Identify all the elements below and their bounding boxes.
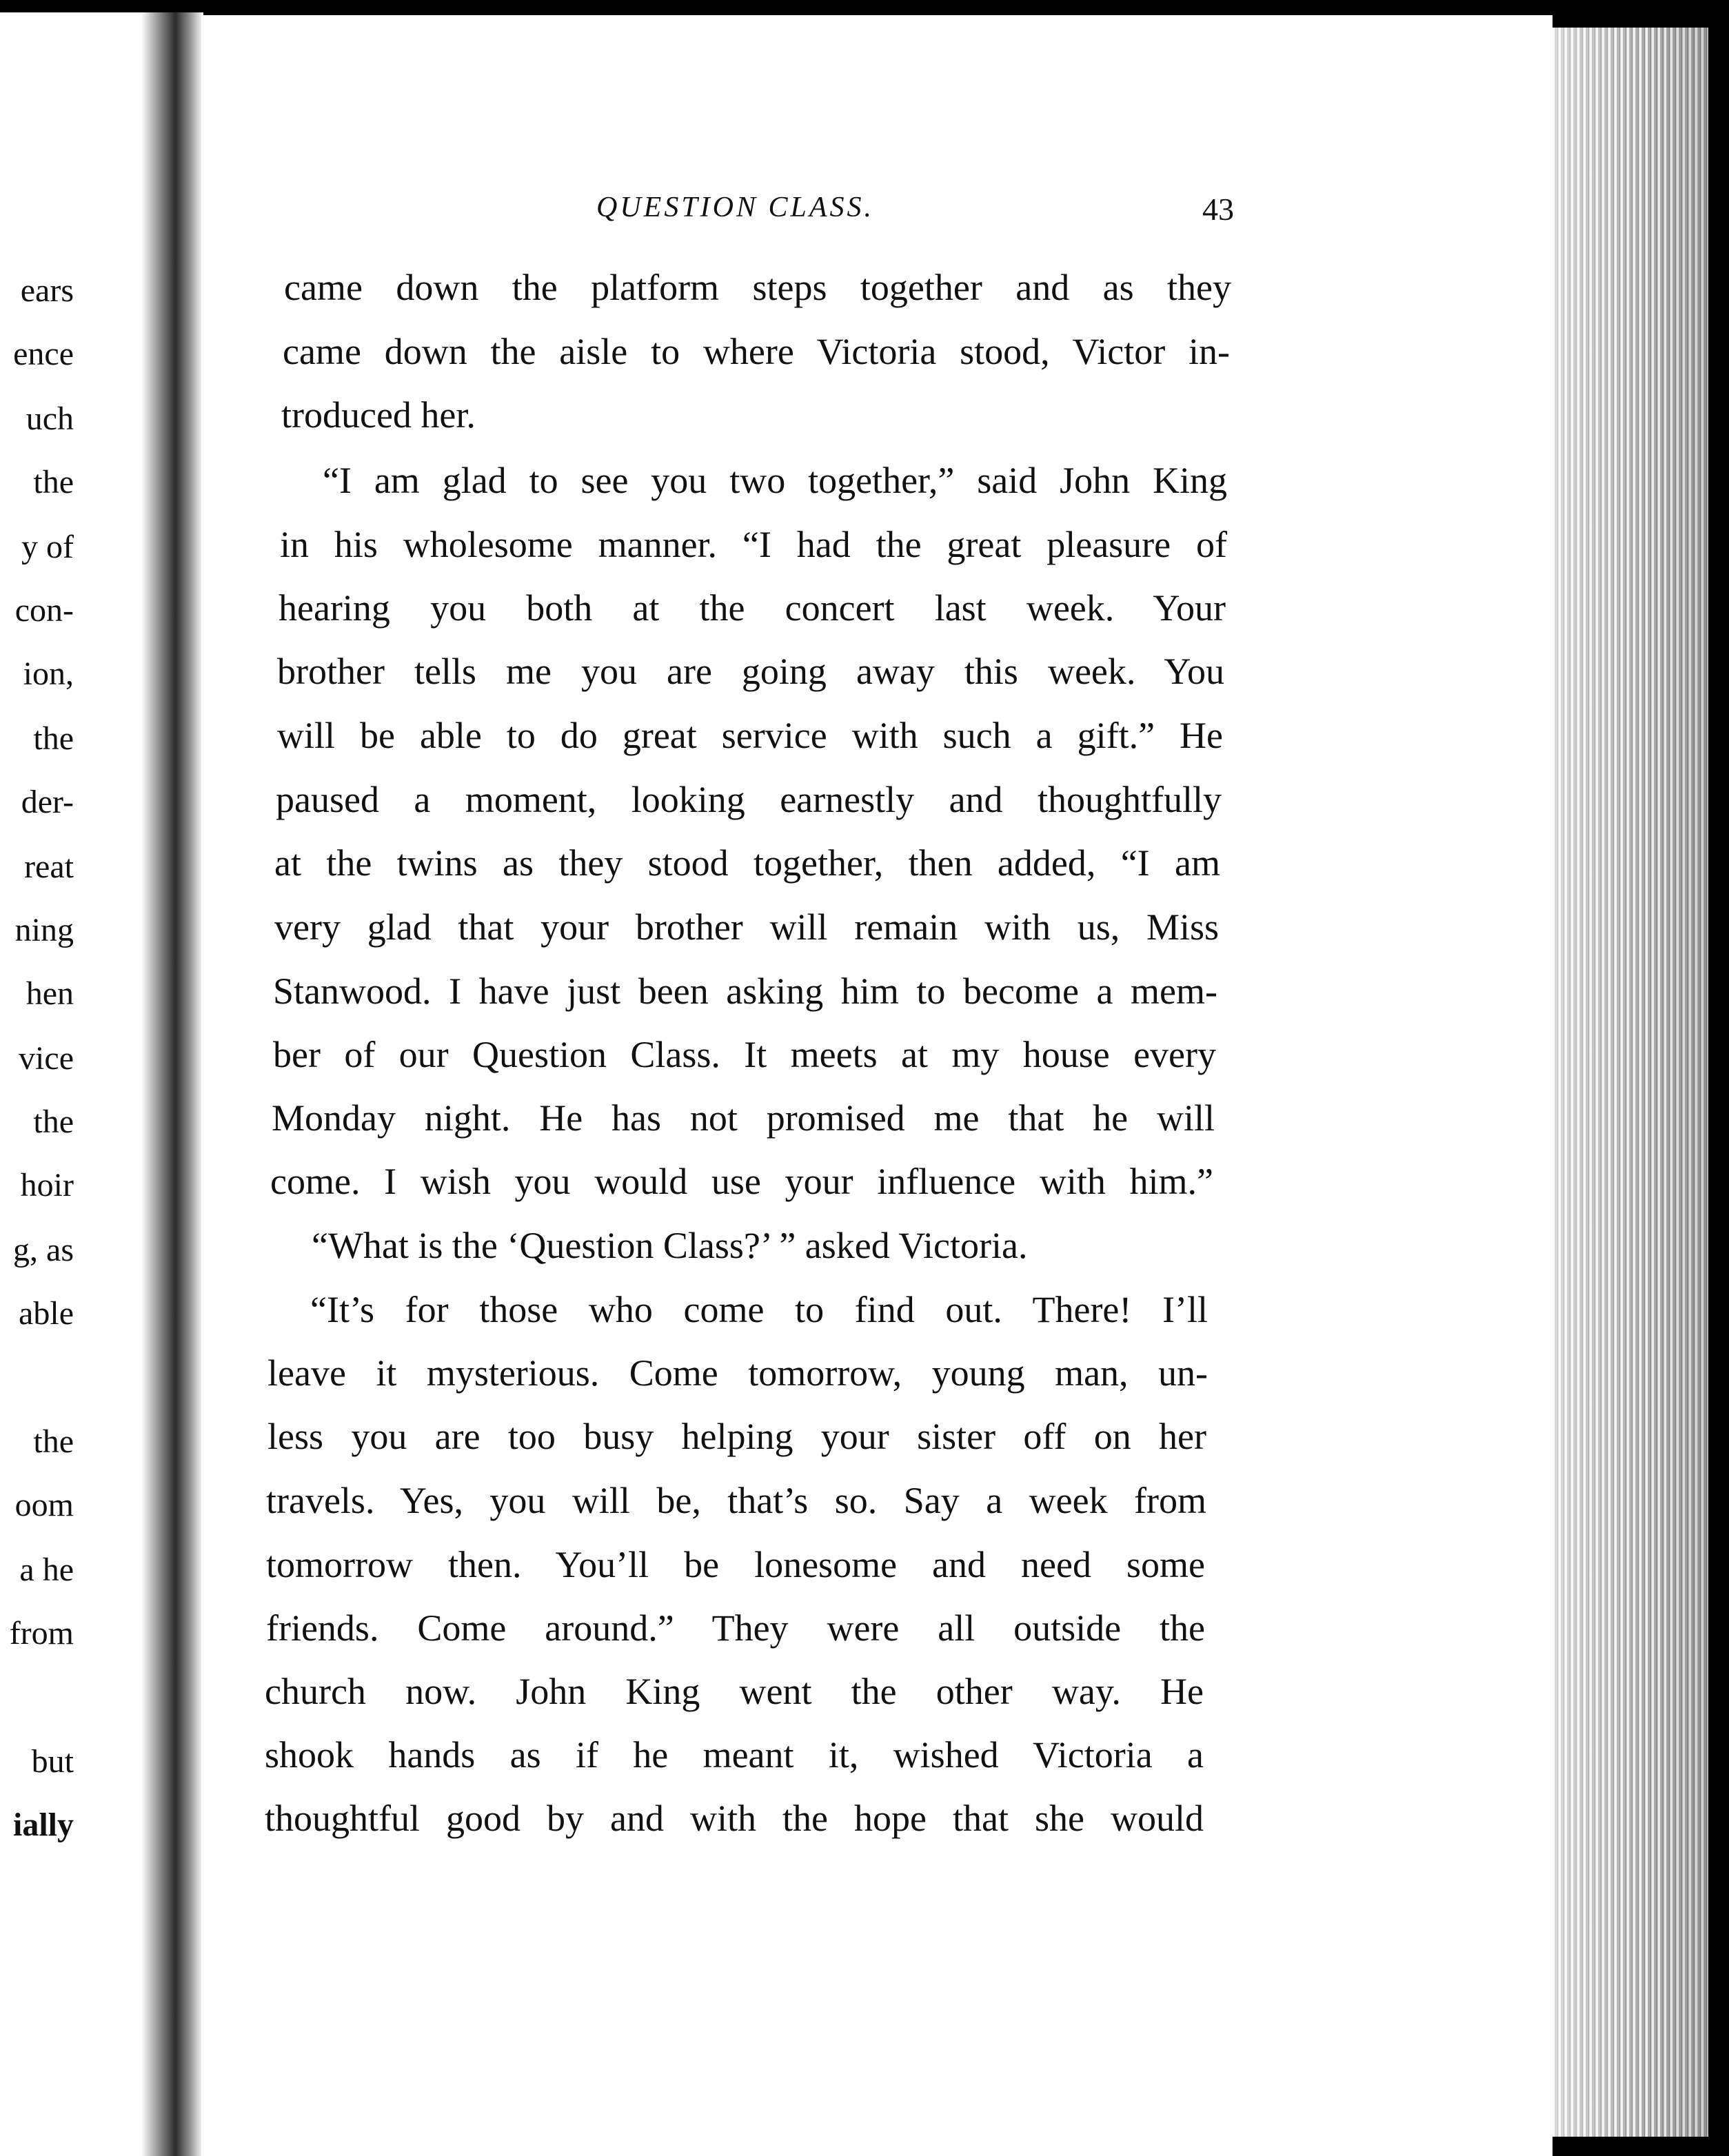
text-line: “I am glad to see you two together,” said John King: [323, 460, 1227, 501]
fragment-line: der-: [21, 784, 74, 820]
text-line: Stanwood. I have just been asking him to become a mem-: [273, 970, 1217, 1012]
text-line: come. I wish you would use your influence with him.”: [270, 1161, 1213, 1202]
fragment-line: ears: [20, 272, 74, 309]
text-line: at the twins as they stood together, then added, “I am: [274, 842, 1220, 884]
running-head: QUESTION CLASS.: [596, 192, 875, 223]
text-line: troduced her.: [281, 394, 476, 436]
text-line: ber of our Question Class. It meets at my house every: [273, 1034, 1216, 1075]
fragment-line: a he: [19, 1552, 74, 1588]
text-line: travels. Yes, you will be, that’s so. Say a week from: [266, 1480, 1206, 1521]
fragment-line: able: [19, 1295, 74, 1332]
fragment-line: the: [33, 720, 74, 757]
fragment-line: ence: [13, 336, 74, 372]
fragment-line: the: [33, 464, 74, 500]
text-line: paused a moment, looking earnestly and thoughtfully: [276, 779, 1222, 820]
page-main: [201, 15, 1553, 2156]
text-line: leave it mysterious. Come tomorrow, young man, un-: [267, 1352, 1208, 1394]
text-line: friends. Come around.” They were all outside the: [266, 1607, 1205, 1649]
text-line: very glad that your brother will remain with us, Miss: [274, 906, 1219, 948]
page-edges-shade: [1553, 28, 1708, 2137]
fragment-line: from: [9, 1615, 74, 1651]
fragment-line: but: [31, 1743, 74, 1780]
text-line: tomorrow then. You’ll be lonesome and need some: [266, 1544, 1205, 1585]
fragment-line: y of: [21, 529, 74, 565]
facing-page-left: [0, 12, 155, 2156]
fragment-line: g, as: [13, 1232, 74, 1268]
text-line: church now. John King went the other way. He: [265, 1671, 1204, 1712]
fragment-line: con-: [14, 592, 74, 629]
text-line: will be able to do great service with such a gift.” He: [277, 715, 1223, 756]
fragment-line: hoir: [20, 1167, 74, 1203]
page-number: 43: [1202, 192, 1234, 227]
text-line: came down the aisle to where Victoria stood, Victor in-: [283, 331, 1230, 372]
fragment-line: reat: [24, 848, 74, 885]
fragment-line: ially: [12, 1807, 74, 1843]
text-line: brother tells me you are going away this week. You: [277, 651, 1224, 692]
text-line: “It’s for those who come to find out. There! I’ll: [310, 1289, 1208, 1330]
fragment-line: the: [33, 1423, 74, 1460]
text-line: thoughtful good by and with the hope that she would: [265, 1798, 1204, 1839]
text-line: shook hands as if he meant it, wished Victoria a: [265, 1734, 1204, 1776]
text-line: less you are too busy helping your sister off on her: [267, 1416, 1206, 1457]
fragment-line: ion,: [23, 655, 74, 692]
fragment-line: ning: [14, 912, 74, 948]
page-header: [201, 177, 1553, 232]
text-line: Monday night. He has not promised me that he will: [272, 1097, 1215, 1139]
fragment-line: hen: [26, 975, 74, 1012]
text-line: in his wholesome manner. “I had the great pleasure of: [280, 524, 1227, 565]
fragment-line: vice: [19, 1040, 74, 1077]
text-line: came down the platform steps together and as they: [284, 267, 1231, 308]
text-line: hearing you both at the concert last week. Your: [279, 587, 1226, 629]
book-gutter: [141, 12, 203, 2156]
fragment-line: oom: [14, 1487, 74, 1523]
fragment-line: uch: [26, 400, 74, 437]
text-line: “What is the ‘Question Class?’ ” asked Victoria.: [312, 1225, 1028, 1266]
fragment-line: the: [33, 1104, 74, 1140]
